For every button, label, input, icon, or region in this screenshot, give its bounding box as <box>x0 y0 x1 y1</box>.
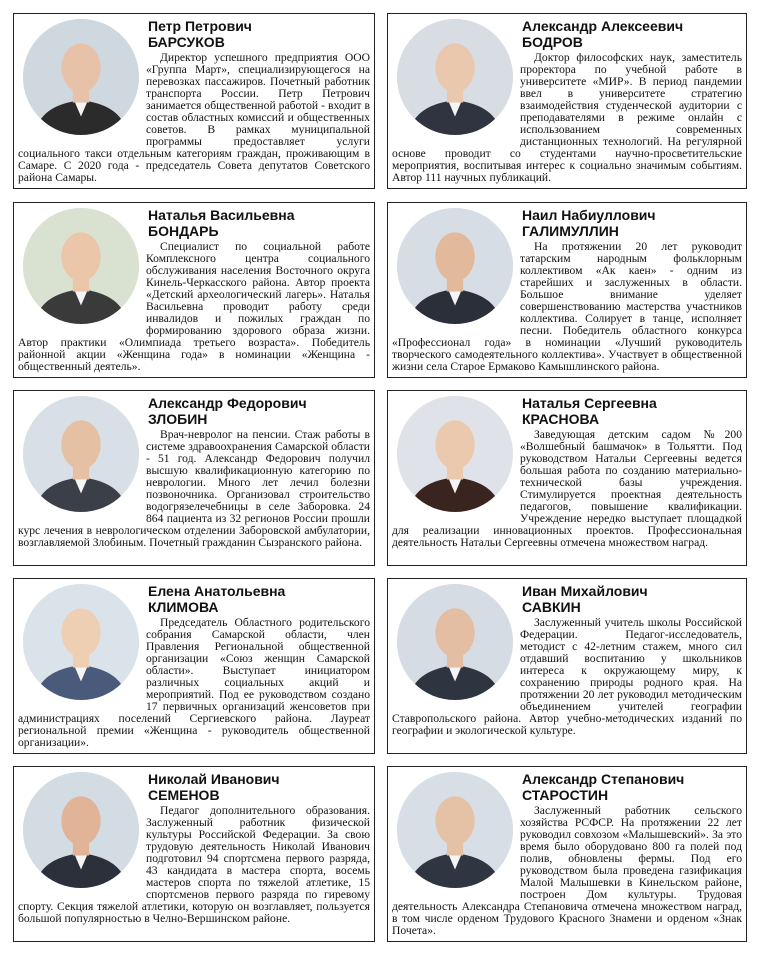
first-name: Иван Михайлович <box>522 583 648 599</box>
biography-text <box>392 52 742 184</box>
first-name: Наил Набиуллович <box>522 207 656 223</box>
surname: БОНДАРЬ <box>148 223 219 239</box>
first-name: Наталья Сергеевна <box>522 395 657 411</box>
photo-wrap-spacer <box>392 52 520 140</box>
profile-card <box>13 202 375 378</box>
first-name: Александр Степанович <box>522 771 685 787</box>
surname: ГАЛИМУЛЛИН <box>522 223 619 239</box>
biography-text <box>18 429 370 549</box>
profile-card <box>387 390 747 566</box>
surname: ЗЛОБИН <box>148 411 208 427</box>
photo-wrap-spacer <box>392 429 520 517</box>
person-name <box>522 207 742 239</box>
person-name <box>148 395 370 427</box>
biography-body: Директор успешного предприятия ООО «Группа Март», специализирующегося на перевозках пассажиров. Почетный работник транспорта России. Петр Петрович занимается общественной работой - входит в состав областных комиссий и общественных советов. В рамках муниципальной программы предоставляет услуги социального такси отдельным категориям граждан, проживающим в Самаре. С 2020 года - председатель Совета депутатов Советского района Самары. <box>18 51 370 184</box>
first-name: Наталья Васильевна <box>148 207 295 223</box>
biography-text <box>18 805 370 925</box>
person-name <box>148 207 370 239</box>
photo-wrap-spacer <box>18 429 146 517</box>
person-name <box>522 583 742 615</box>
profile-card <box>387 766 747 942</box>
person-name <box>522 771 742 803</box>
biography-body: Педагог дополнительного образования. Заслуженный работник физической культуры Российской Федерации. За свою трудовую деятельность Николай Иванович подготовил 94 спортсмена первого разряда, 43 кандидата в мастера спорта, восемь мастеров спорта по тяжелой атлетике, 15 спортсменов первого разряда по гиревому спорту. Секция тяжелой атлетики, которую он возглавляет, пользуется большой популярностью в Челно-Вершинском районе. <box>18 804 370 925</box>
surname: КРАСНОВА <box>522 411 600 427</box>
surname: СЕМЕНОВ <box>148 787 220 803</box>
biography-text <box>18 617 370 749</box>
person-name <box>148 771 370 803</box>
photo-wrap-spacer <box>392 241 520 329</box>
first-name: Николай Иванович <box>148 771 280 787</box>
biography-text <box>18 241 370 373</box>
biography-body: Председатель Областного родительского собрания Самарской области, член Правления Региональной общественной организации «Союз женщин Самарской области». Выступает инициатором различных социальных акций и мероприятий. Под ее руководством создано 17 первичных организаций женсоветов при администрациях поселений Сергиевского района. Лауреат региональной премии «Женщина - руководитель общественной организации». <box>18 616 370 749</box>
biography-body: Специалист по социальной работе Комплексного центра социального обслуживания населения Восточного округа Кинель-Черкасского района. Автор проекта «Детский археологический лагерь». Наталья Васильевна проводит работу среди инвалидов и пожилых граждан по формированию здорового образа жизни. Автор практики «Олимпиада третьего возраста». Победитель районной акции «Женщина года» в номинации «Женщина - общественный деятель». <box>18 240 370 373</box>
biography-body: Врач-невролог на пенсии. Стаж работы в системе здравоохранения Самарской области - 51 год. Александр Федорович получил высшую квалификационную категорию по неврологии. Много лет лечил болезни позвоночника. Организовал строительство водогрязелечебницы в селе Заборовка. 24 864 пациента из 32 регионов России прошли курс лечения в неврологическом отделении Заборовской амбулатории, возглавляемой Злобиным. Почетный гражданин Сызранского района. <box>18 428 370 549</box>
biography-text <box>18 52 370 184</box>
surname: БОДРОВ <box>522 34 583 50</box>
profile-card <box>387 578 747 754</box>
first-name: Александр Федорович <box>148 395 307 411</box>
surname: БАРСУКОВ <box>148 34 225 50</box>
person-name <box>148 583 370 615</box>
profile-card <box>13 13 375 189</box>
biography-text <box>392 241 742 373</box>
profile-card <box>387 13 747 189</box>
biography-body: Заведующая детским садом №200 «Волшебный башмачок» в Тольятти. Под руководством Натальи Сергеевны ведется большая работа по созданию материально-технической базы учреждения. Стимулируется проектная деятельность педагогов, повышение квалификации. Учреждение нередко выступает площадкой для реализации инновационных проектов. Профессиональная деятельность Натальи Сергеевны отмечена множеством наград. <box>392 428 742 549</box>
biography-body: Заслуженный работник сельского хозяйства РСФСР. На протяжении 22 лет руководил совхозом «Малышевский». За это время было оборудовано 800 га полей под полив, обновлены фермы. Под его руководством была проведена газификация Малой Малышевки в Кинельском районе, построен Дом культуры. Трудовая деятельность Александра Степановича отмечена множеством наград, в том числе орденом Трудового Красного Знамени и орденом «Знак Почета». <box>392 804 742 937</box>
biography-body: Доктор философских наук, заместитель проректора по учебной работе в университете «МИР». В период пандемии ввел в университете стратегию взаимодействия студенческой аудитории с преподавателями в режиме онлайн с использованием современных дистанционных технологий. На регулярной основе проводит со студентами научно-просветительские мероприятия, воспитывая интерес к социально значимым событиям. Автор 111 научных публикаций. <box>392 51 742 184</box>
photo-wrap-spacer <box>392 805 520 893</box>
biography-text <box>392 429 742 549</box>
photo-wrap-spacer <box>18 241 146 329</box>
profile-card <box>387 202 747 378</box>
first-name: Елена Анатольевна <box>148 583 286 599</box>
profile-card <box>13 578 375 754</box>
biography-body: Заслуженный учитель школы Российской Федерации. Педагог-исследователь, методист с 42-летним стажем, много сил отдавший воспитанию у школьников интереса к окружающему миру, к сохранению природы родного края. На протяжении 20 лет руководил методическим объединением учителей географии Ставропольского района. Автор учебно-методических изданий по географии и экологической культуре. <box>392 616 742 737</box>
surname: СТАРОСТИН <box>522 787 609 803</box>
photo-wrap-spacer <box>18 52 146 140</box>
first-name: Петр Петрович <box>148 18 252 34</box>
person-name <box>522 395 742 427</box>
photo-wrap-spacer <box>392 617 520 705</box>
surname: КЛИМОВА <box>148 599 219 615</box>
first-name: Александр Алексеевич <box>522 18 684 34</box>
profile-card <box>13 766 375 942</box>
profile-card <box>13 390 375 566</box>
biography-text <box>392 805 742 937</box>
person-name <box>148 18 370 50</box>
biography-text <box>392 617 742 737</box>
photo-wrap-spacer <box>18 805 146 893</box>
person-name <box>522 18 742 50</box>
photo-wrap-spacer <box>18 617 146 705</box>
surname: САВКИН <box>522 599 581 615</box>
biography-body: На протяжении 20 лет руководит татарским народным фольклорным коллективом «Ак каен» - одним из старейших и заслуженных в области. Большое внимание уделяет совершенствованию мастерства участников коллектива. Солирует в танце, исполняет песни. Победитель областного конкурса «Профессионал года» в номинации «Лучший руководитель творческого самодеятельного коллектива». Участвует в общественной жизни села Старое Ермаково Камышлинского района. <box>392 240 742 373</box>
